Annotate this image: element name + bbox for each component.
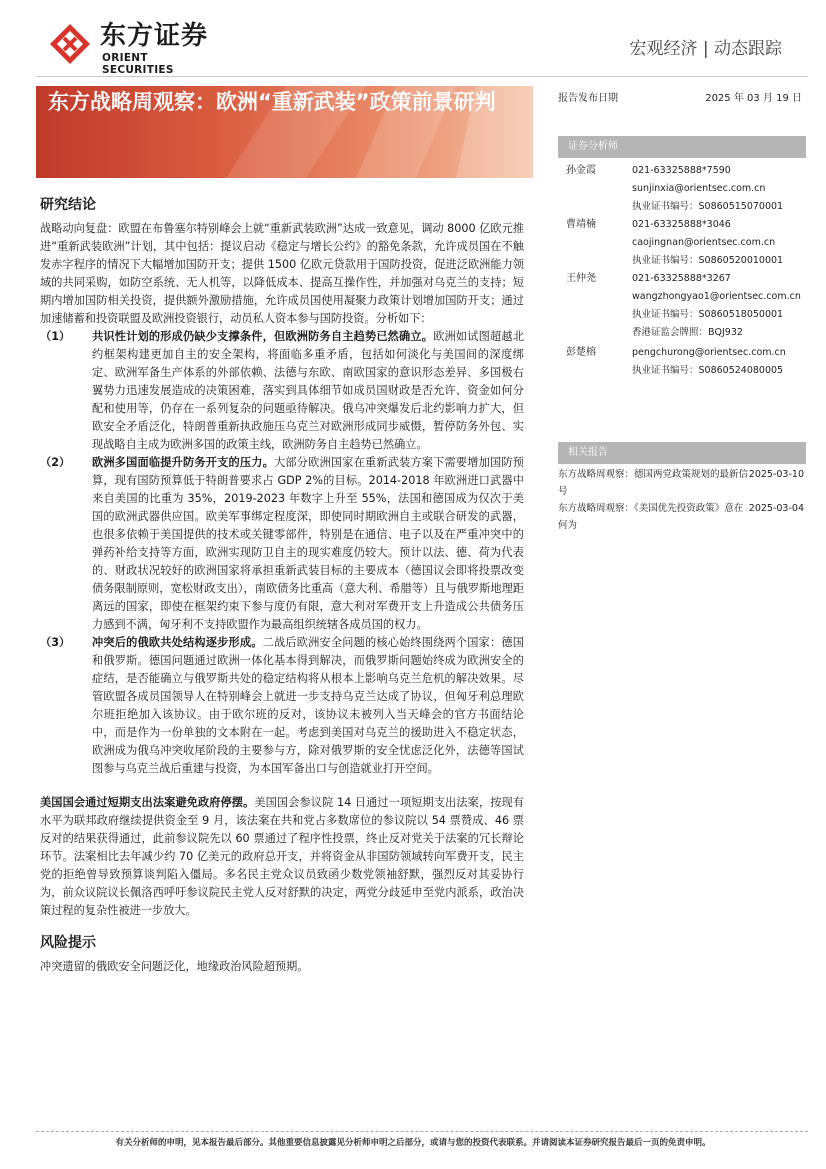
item-number: （1） <box>40 330 71 343</box>
analysis-item-3 <box>40 634 524 778</box>
brand-logo <box>48 21 223 76</box>
related-report-title[interactable]: 东方战略周观察：德国两党政策规划的最新信号 <box>558 469 749 497</box>
related-report-date: 2025-03-10 <box>748 469 804 480</box>
item-body <box>92 328 524 454</box>
analyst-3 <box>566 270 596 288</box>
related-report-title[interactable]: 东方战略周观察：《美国优先投资政策》意在何为 <box>558 503 744 531</box>
item-number: （2） <box>40 456 71 469</box>
analysis-item-2 <box>40 454 524 634</box>
related-report-2[interactable] <box>558 500 748 534</box>
brand-name-cn: 东方证券 <box>100 21 209 51</box>
analyst-phone: 021-63325888*3046 <box>632 219 731 230</box>
intro-paragraph: 战略动向复盘：欧盟在布鲁塞尔特别峰会上就“重新武装欧洲”达成一致意见，调动 8000 亿欧元推进“重新武装欧洲”计划，其中包括：提议启动《稳定与增长公约》的豁免条款，允许成员国在不触发赤字程序的情况下大幅增加国防开支；提供 1500 亿欧元贷款用于国防投资，促进泛欧洲能力领域的共同采购，如防空系统、无人机等，以降低成本、提高互操作性，并加强对乌克兰的支持；短期内增加国防相关投资，提供额外激励措施，允许成员国使用凝聚力政策计划增加国防开支；通过加速储蓄和投资联盟及欧洲投资银行，动员私人资本参与国防投资。分析如下： <box>40 222 524 325</box>
conclusion-heading: 研究结论 <box>40 197 96 213</box>
report-category: 宏观经济 | 动态跟踪 <box>629 39 782 59</box>
analyst-phone: 021-63325888*3267 <box>632 273 731 284</box>
report-date-value: 2025 年 03 月 19 日 <box>705 93 802 104</box>
report-title: 东方战略周观察：欧洲“重新武装”政策前景研判 <box>48 90 496 114</box>
analyst-4 <box>566 344 596 362</box>
item-body <box>92 634 524 778</box>
analyst-2-details <box>632 216 783 270</box>
analyst-hk-license: 香港证监会牌照：BQJ932 <box>632 327 743 338</box>
analyst-name: 王仲尧 <box>566 273 596 284</box>
risk-heading: 风险提示 <box>40 935 96 951</box>
analyst-4-details <box>632 344 786 380</box>
item-text: 欧洲如试图超越北约框架构建更加自主的安全架构，将面临多重矛盾，包括如何淡化与美国间的深度绑定、欧洲军备生产体系的外部依赖、法德与东欧、南欧国家的意识形态差异、多国极右翼势力迅速发展造成的决策困难，落实到具体细节如成员国财政是否允许、资金如何分配和使用等，仍存在一系列复杂的问题亟待解决。俄乌冲突爆发后北约影响力扩大，但欧安全矛盾泛化，特朗普重新执政施压乌克兰对欧洲形成同步威慑，暂停防务外包、实现战略自主成为欧洲多国的政策主线，欧洲防务自主趋势已然确立。 <box>92 330 524 451</box>
analyst-license: 执业证书编号：S0860515070001 <box>632 201 784 212</box>
report-date-label: 报告发布日期 <box>558 93 618 104</box>
related-heading-text: 相关报告 <box>568 447 608 458</box>
us-text: 美国国会参议院 14 日通过一项短期支出法案，按现有水平为联邦政府继续提供资金至 9 月，该法案在共和党占多数席位的参议院以 54 票赞成、46 票反对的结果获得通过，此前参议院先以 60 票通过了程序性投票，终止反对党关于法案的冗长辩论环节。法案相比去年减少约 70 亿美元的政府总开支，并将资金从非国防领域转向军费开支，民主党的拒绝曾导致预算谈判陷入僵局。多名民主党众议员致函少数党领袖舒默，强烈反对其妥协行为，前众议院议长佩洛西呼吁参议院民主党人反对舒默的决定，两党分歧延申至党内派系，政治决策过程的复杂性被进一步放大。 <box>40 796 524 917</box>
analyst-license: 执业证书编号：S0860520010001 <box>632 255 784 266</box>
item-lead: 欧洲多国面临提升防务开支的压力。 <box>92 456 274 469</box>
brand-name-en: ORIENT SECURITIES <box>102 52 174 76</box>
analyst-license: 执业证书编号：S0860518050001 <box>632 309 784 320</box>
analyst-2 <box>566 216 596 234</box>
main-content <box>40 196 524 976</box>
analyst-name: 彭楚榕 <box>566 347 596 358</box>
item-text: 二战后欧洲安全问题的核心始终围绕两个国家：德国和俄罗斯。德国问题通过欧洲一体化基本得到解决，而俄罗斯问题始终成为欧洲安全的症结，是否能确立与俄罗斯共处的稳定结构将从根本上影响乌克兰危机的解决效果。尽管欧盟各成员国领导人在特别峰会上就进一步支持乌克兰达成了协议，但匈牙利总理欧尔班拒绝加入该协议。由于欧尔班的反对，该协议未被列入当天峰会的官方书面结论中，而是作为一份单独的文本附在一起。考虑到美国对乌克兰的援助进入不稳定状态，欧洲成为俄乌冲突收尾阶段的主要参与方，除对俄罗斯的安全忧虑泛化外，法德等国试图参与乌克兰战后重建与投资，为本国军备出口与创造就业打开空间。 <box>92 636 524 775</box>
related-report-1[interactable] <box>558 466 748 500</box>
analyst-phone: 021-63325888*7590 <box>632 165 731 176</box>
item-lead: 共识性计划的形成仍缺少支撑条件，但欧洲防务自主趋势已然确立。 <box>92 330 434 343</box>
analyst-email[interactable]: wangzhongyao1@orientsec.com.cn <box>632 291 801 302</box>
analysis-item-1 <box>40 328 524 454</box>
analyst-email[interactable]: pengchurong@orientsec.com.cn <box>632 347 786 358</box>
analyst-name: 孙金霞 <box>566 165 596 176</box>
orient-securities-logo-icon <box>48 22 92 66</box>
us-lead: 美国国会通过短期支出法案避免政府停摆。 <box>40 796 255 809</box>
footer-divider <box>36 1131 808 1132</box>
item-text: 大部分欧洲国家在重新武装方案下需要增加国防预算，现有国防预算低于特朗普要求占 GDP 2%的目标。2014-2018 年欧洲进口武器中来自美国的比重为 35%，2019-2023 年数字上升至 55%，法国和德国成为仅次于美国的欧洲武器供应国。欧美军事绑定程度深，即使同时期欧洲自主或联合研发的武器，也很多依赖于美国提供的技术或关键零部件，特别是在通信、电子以及在严重冲突中的弹药补给支持等方面，欧洲实现防卫自主的现实难度仍较大。预计以法、德、荷为代表的、财政状况较好的欧洲国家将承担重新武装目标的主要成本（德国议会即将投票改变债务限制原则，宽松财政支出），南欧债务比重高（意大利、希腊等）且与俄罗斯地理距离远的国家，即使在框架约束下参与度仍有限，意大利对军费开支上升造成公共债务压力感到不满，匈牙利不支持欧盟作为最高组织统辖各成员国的权力。 <box>92 456 524 631</box>
item-number: （3） <box>40 636 71 649</box>
analyst-email[interactable]: sunjinxia@orientsec.com.cn <box>632 183 766 194</box>
analysts-heading-text: 证券分析师 <box>568 141 618 152</box>
analyst-1-details <box>632 162 783 216</box>
footer-disclaimer: 有关分析师的申明，见本报告最后部分。其他重要信息披露见分析师申明之后部分，或请与您的投资代表联系。并请阅读本证券研究报告最后一页的免责申明。 <box>115 1138 711 1148</box>
item-body <box>92 454 524 634</box>
related-report-date: 2025-03-04 <box>748 503 804 514</box>
analyst-1 <box>566 162 596 180</box>
item-lead: 冲突后的俄欧共处结构逐步形成。 <box>92 636 263 649</box>
analyst-email[interactable]: caojingnan@orientsec.com.cn <box>632 237 776 248</box>
analyst-name: 曹靖楠 <box>566 219 596 230</box>
related-reports-heading <box>558 442 806 464</box>
risk-text: 冲突遗留的俄欧安全问题泛化，地缘政治风险超预期。 <box>40 960 309 973</box>
analysts-heading <box>558 136 806 158</box>
analyst-3-details <box>632 270 801 342</box>
header-divider <box>36 76 808 77</box>
analyst-license: 执业证书编号：S0860524080005 <box>632 365 784 376</box>
us-paragraph <box>40 794 524 920</box>
